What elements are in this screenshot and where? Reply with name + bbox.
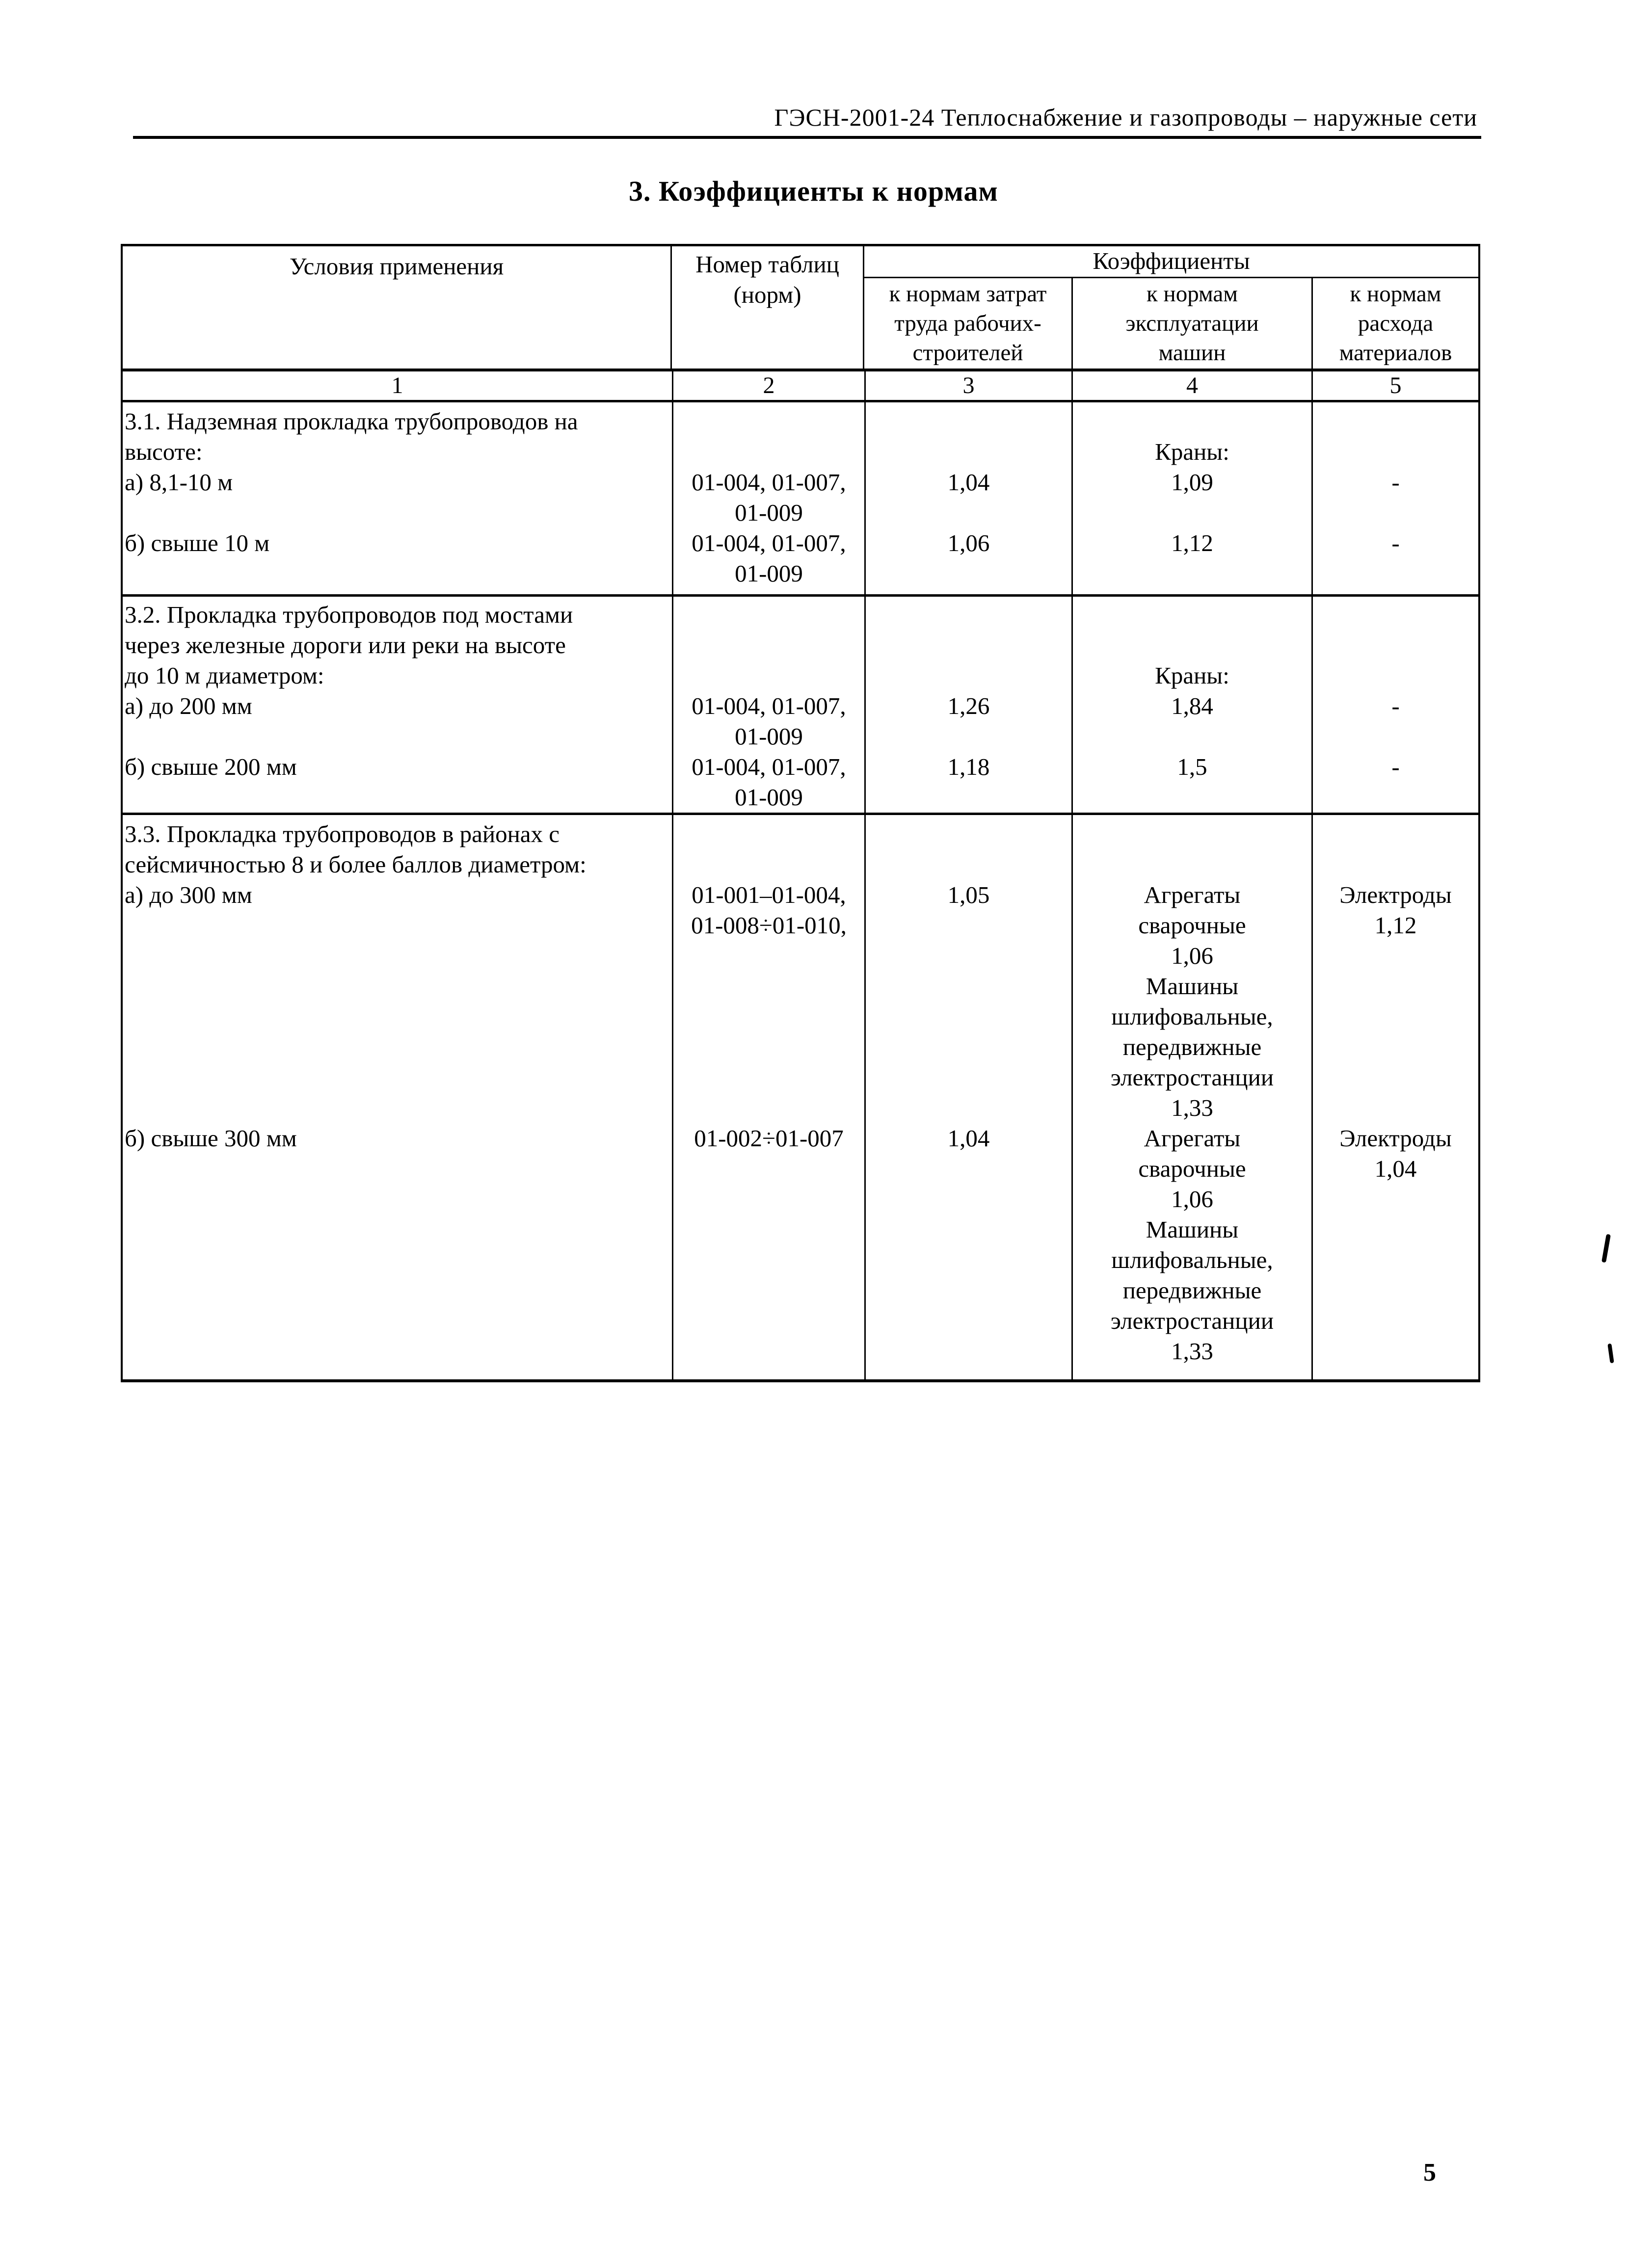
table-row-3-2 <box>123 594 1478 813</box>
labor-coefficient-cell: 1,05 1,04 <box>864 815 1071 1379</box>
conditions-cell: 3.3. Прокладка трубопроводов в районах с сейсмичностью 8 и более баллов диаметром: а) до 300 мм б) свыше 300 мм <box>125 820 587 1152</box>
header-subrow <box>864 278 1478 369</box>
table-numbers-cell: 01-004, 01-007, 01-009 01-004, 01-007, 01-009 <box>672 597 864 813</box>
material-coefficient-cell: - - <box>1311 597 1478 813</box>
column-number-5: 5 <box>1311 371 1478 400</box>
conditions-cell: 3.2. Прокладка трубопроводов под мостами через железные дороги или реки на высоте до 10 м диаметром: а) до 200 мм б) свыше 200 мм <box>125 601 573 780</box>
labor-coefficient-cell: 1,26 1,18 <box>864 597 1071 813</box>
table-numbers-cell: 01-001–01-004, 01-008÷01-010, 01-002÷01-007 <box>672 815 864 1379</box>
column-number-1: 1 <box>391 372 403 398</box>
scan-artifact <box>1607 1344 1614 1364</box>
conditions-cell: 3.1. Надземная прокладка трубопроводов на высоте: а) 8,1-10 м б) свыше 10 м <box>125 408 578 556</box>
material-coefficient-cell: Электроды 1,12 Электроды 1,04 <box>1311 815 1478 1379</box>
page-title: 3. Коэффициенты к нормам <box>629 175 998 207</box>
column-number-2: 2 <box>672 371 864 400</box>
coefficients-table <box>121 244 1480 1382</box>
page-number: 5 <box>1423 2159 1436 2187</box>
material-coefficient-cell: - - <box>1311 402 1478 594</box>
header-coefficients-label: Коэффициенты <box>864 246 1478 278</box>
header-rule <box>133 136 1481 139</box>
header-labor-norms: к нормам затрат труда рабочих- строителей <box>889 281 1047 366</box>
header-material-norms: к нормам расхода материалов <box>1311 278 1478 369</box>
machine-coefficient-cell: Краны: 1,84 1,5 <box>1071 597 1311 813</box>
machine-coefficient-cell: Агрегаты сварочные 1,06 Машины шлифовальные, передвижные электростанции 1,33 Агрегаты сварочные 1,06 Машины шлифовальные, передвижные электростанции 1,33 <box>1071 815 1311 1379</box>
column-number-4: 4 <box>1071 371 1311 400</box>
running-header: ГЭСН-2001-24 Теплоснабжение и газопроводы – наружные сети <box>774 104 1477 131</box>
column-number-row <box>123 369 1478 400</box>
header-coefficients-group <box>864 246 1478 369</box>
header-table-numbers: Номер таблиц (норм) <box>672 246 864 369</box>
table-header <box>123 246 1478 369</box>
table-numbers-cell: 01-004, 01-007, 01-009 01-004, 01-007, 01-009 <box>672 402 864 594</box>
header-machine-norms: к нормам эксплуатации машин <box>1071 278 1311 369</box>
header-conditions: Условия применения <box>123 246 672 369</box>
machine-coefficient-cell: Краны: 1,09 1,12 <box>1071 402 1311 594</box>
scan-artifact <box>1601 1234 1611 1263</box>
column-number-3: 3 <box>864 371 1071 400</box>
table-row-3-1 <box>123 400 1478 594</box>
labor-coefficient-cell: 1,04 1,06 <box>864 402 1071 594</box>
table-row-3-3 <box>123 813 1478 1379</box>
